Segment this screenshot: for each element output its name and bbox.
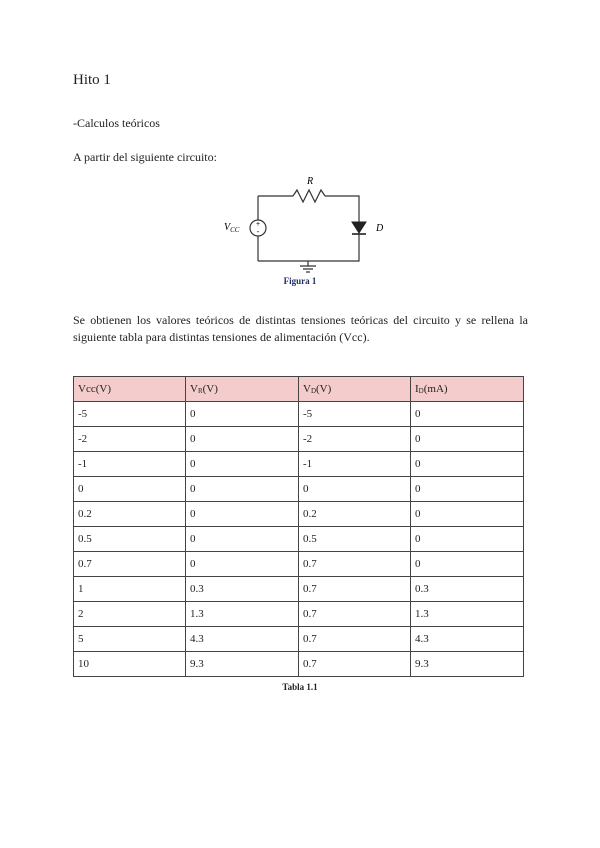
table-cell: 0 — [411, 552, 524, 577]
table-cell: -1 — [299, 452, 411, 477]
section-heading: -Calculos teóricos — [73, 116, 160, 130]
table-row — [74, 452, 524, 477]
resistor-r — [293, 190, 325, 202]
figure-caption: Figura 1 — [283, 276, 317, 286]
table-cell: 0 — [411, 502, 524, 527]
table-cell: 0.2 — [299, 502, 411, 527]
table-header-row — [74, 377, 524, 402]
table-cell: 1.3 — [411, 602, 524, 627]
table-row — [74, 477, 524, 502]
table-cell: 0 — [411, 402, 524, 427]
page-title: Hito 1 — [73, 72, 111, 88]
body-paragraph: Se obtienen los valores teóricos de distintas tensiones teóricas del circuito y se rellena la siguiente tabla para distintas tensiones de alimentación (Vcc). — [73, 313, 528, 344]
intro-text: A partir del siguiente circuito: — [73, 150, 217, 164]
ground-symbol — [300, 261, 316, 272]
header-vcc: Vcc(V) — [74, 377, 186, 402]
header-id: ID(mA) — [411, 377, 524, 402]
table-cell: 1 — [74, 577, 186, 602]
table-cell: 0.2 — [74, 502, 186, 527]
table-cell: -1 — [74, 452, 186, 477]
table-cell: 0.5 — [299, 527, 411, 552]
table-cell: 2 — [74, 602, 186, 627]
table-cell: 0 — [186, 427, 299, 452]
table-cell: 0 — [186, 402, 299, 427]
table-row — [74, 602, 524, 627]
table-row — [74, 552, 524, 577]
results-table — [73, 376, 524, 677]
table-cell: 0 — [411, 452, 524, 477]
table-cell: 9.3 — [186, 652, 299, 677]
circuit-diagram — [218, 170, 388, 276]
table-cell: 0.5 — [74, 527, 186, 552]
diode-d — [352, 222, 366, 233]
circuit-wire-bottom — [258, 234, 359, 261]
label-d: D — [376, 223, 384, 234]
table-cell: -2 — [299, 427, 411, 452]
table-cell: 0.7 — [299, 552, 411, 577]
table-row — [74, 427, 524, 452]
table-cell: -5 — [74, 402, 186, 427]
table-cell: 0 — [411, 527, 524, 552]
table-cell: 0.3 — [411, 577, 524, 602]
table-cell: 0 — [186, 552, 299, 577]
table-row — [74, 502, 524, 527]
table-row — [74, 627, 524, 652]
table-cell: 10 — [74, 652, 186, 677]
table-cell: 4.3 — [186, 627, 299, 652]
source-plus: + — [255, 221, 261, 228]
table-row — [74, 652, 524, 677]
header-vr: VR(V) — [186, 377, 299, 402]
table-caption: Tabla 1.1 — [282, 682, 318, 692]
table-cell: 0 — [186, 502, 299, 527]
table-cell: 0 — [411, 427, 524, 452]
table-cell: 0 — [299, 477, 411, 502]
table-cell: 0.7 — [299, 602, 411, 627]
table-cell: 0.7 — [299, 627, 411, 652]
circuit-wire-top-right — [325, 196, 359, 222]
table-cell: 0.7 — [74, 552, 186, 577]
table-row — [74, 527, 524, 552]
header-vd: VD(V) — [299, 377, 411, 402]
table-cell: 0.7 — [299, 652, 411, 677]
table-cell: 0 — [186, 452, 299, 477]
table-row — [74, 402, 524, 427]
table-cell: 0 — [411, 477, 524, 502]
source-minus: - — [256, 227, 260, 236]
label-r: R — [306, 176, 314, 187]
table-cell: 0 — [74, 477, 186, 502]
table-cell: 0.3 — [186, 577, 299, 602]
table-cell: 1.3 — [186, 602, 299, 627]
table-cell: 9.3 — [411, 652, 524, 677]
table-cell: 4.3 — [411, 627, 524, 652]
table-cell: 5 — [74, 627, 186, 652]
table-cell: 0.7 — [299, 577, 411, 602]
table-cell: -2 — [74, 427, 186, 452]
table-cell: 0 — [186, 477, 299, 502]
table-cell: -5 — [299, 402, 411, 427]
table-row — [74, 577, 524, 602]
table-cell: 0 — [186, 527, 299, 552]
label-vcc: $V_{CC}$ — [224, 222, 240, 234]
